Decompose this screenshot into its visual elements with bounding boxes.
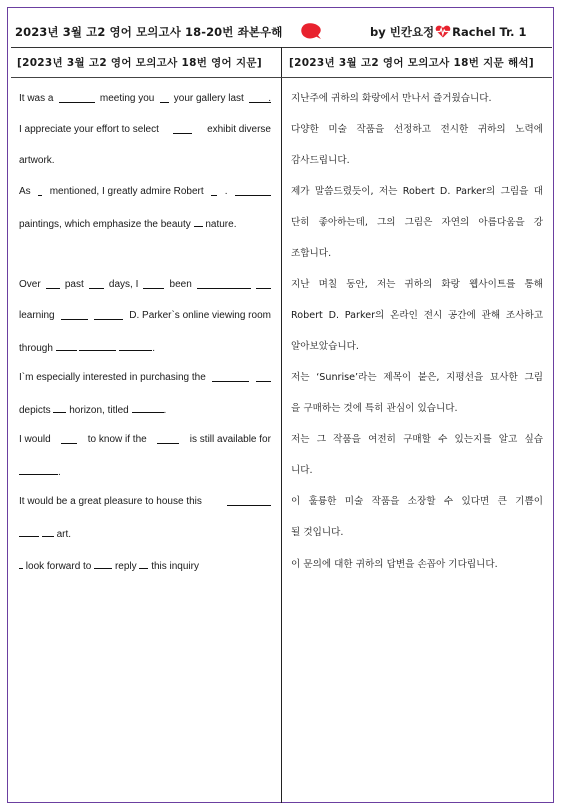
english-line: Over past days, I been [19,279,271,291]
author-prefix: by 빈칸요정 [370,25,435,39]
answer-blank[interactable] [38,186,42,196]
red-ink-blot-icon [300,22,322,40]
english-line: artwork. [19,155,55,166]
english-passage-heading: [2023년 3월 고2 영어 모의고사 18번 영어 지문] [17,57,262,69]
answer-blank[interactable] [256,372,271,382]
english-line: It would be a great pleasure to house this [19,496,271,508]
korean-line: 다양한 미술 작품을 선정하고 전시한 귀하의 노력에 [291,124,543,135]
answer-blank[interactable] [197,279,251,289]
answer-blank[interactable] [59,93,95,103]
english-line: I`m especially interested in purchasing the [19,372,271,384]
korean-line: 니다. [291,465,313,476]
author-credit [370,24,527,40]
english-line: art. [19,527,271,541]
english-line: learning D. Parker`s online viewing room [19,310,271,321]
korean-line: 이 문의에 대한 귀하의 답변을 손꼽아 기다립니다. [291,559,498,570]
korean-line: 을 구매하는 것에 특히 관심이 있습니다. [291,403,458,414]
answer-blank[interactable] [94,559,112,569]
ecg-heart-icon [435,25,451,38]
answer-blank[interactable] [19,465,58,475]
answer-blank[interactable] [94,310,123,320]
answer-blank[interactable] [256,279,271,289]
answer-blank[interactable] [61,434,77,444]
korean-line: 감사드립니다. [291,155,350,166]
answer-blank[interactable] [42,527,54,537]
answer-blank[interactable] [160,93,169,103]
korean-translation-heading: [2023년 3월 고2 영어 모의고사 18번 지문 해석] [289,57,534,69]
author-name: Rachel Tr. 1 [452,25,527,39]
korean-line: 이 훌륭한 미술 작품을 소장할 수 있다면 큰 기쁨이 [291,496,543,507]
answer-blank[interactable] [53,403,66,413]
english-line: I would to know if the is still available for [19,434,271,445]
korean-line: 단히 좋아하는데, 그의 그림은 자연의 아름다움을 강 [291,217,543,228]
korean-line: 제가 말씀드렸듯이, 저는 Robert D. Parker의 그림을 대 [291,186,543,197]
column-divider [281,47,282,803]
page-header [13,22,549,42]
korean-line: 될 것입니다. [291,527,344,538]
korean-line: 지난주에 귀하의 화랑에서 만나서 즐거웠습니다. [291,93,492,104]
english-line: depicts horizon, titled . [19,405,167,416]
answer-blank[interactable] [119,341,152,351]
answer-blank[interactable] [211,186,217,196]
answer-blank[interactable] [173,124,192,134]
answer-blank[interactable] [56,341,77,351]
answer-blank[interactable] [212,372,249,382]
answer-blank[interactable] [61,310,88,320]
english-line: through . [19,343,156,354]
korean-line: 저는 ‘Sunrise’라는 제목이 붙은, 지평선을 묘사한 그림 [291,372,543,383]
english-line: paintings, which emphasize the beauty nature. [19,219,237,230]
answer-blank[interactable] [79,341,116,351]
answer-blank[interactable] [132,403,164,413]
page-title: 2023년 3월 고2 영어 모의고사 18-20번 좌본우해 [15,25,283,39]
english-line: . [19,465,271,479]
answer-blank[interactable] [19,527,39,537]
korean-line: 알아보았습니다. [291,341,359,352]
korean-line: 지난 며칠 동안, 저는 귀하의 화랑 웹사이트를 통해 [291,279,543,290]
answer-blank[interactable] [19,559,23,569]
answer-blank[interactable] [143,279,164,289]
answer-blank[interactable] [46,279,60,289]
answer-blank[interactable] [157,434,179,444]
korean-line: 조합니다. [291,248,332,259]
answer-blank[interactable] [194,217,203,227]
english-line: As mentioned, I greatly admire Robert . [19,186,271,198]
column-heading-divider [11,77,552,78]
english-line: I appreciate your effort to select exhibit diverse [19,124,271,135]
english-line: It was a meeting you your gallery last . [19,93,271,104]
korean-line: Robert D. Parker의 온라인 전시 공간에 관해 조사하고 [291,310,543,321]
answer-blank[interactable] [89,279,104,289]
answer-blank[interactable] [227,496,271,506]
korean-line: 저는 그 작품을 여전히 구매할 수 있는지를 알고 싶습 [291,434,543,445]
answer-blank[interactable] [139,559,148,569]
answer-blank[interactable] [235,186,271,196]
english-line: look forward to reply this inquiry [19,559,271,573]
